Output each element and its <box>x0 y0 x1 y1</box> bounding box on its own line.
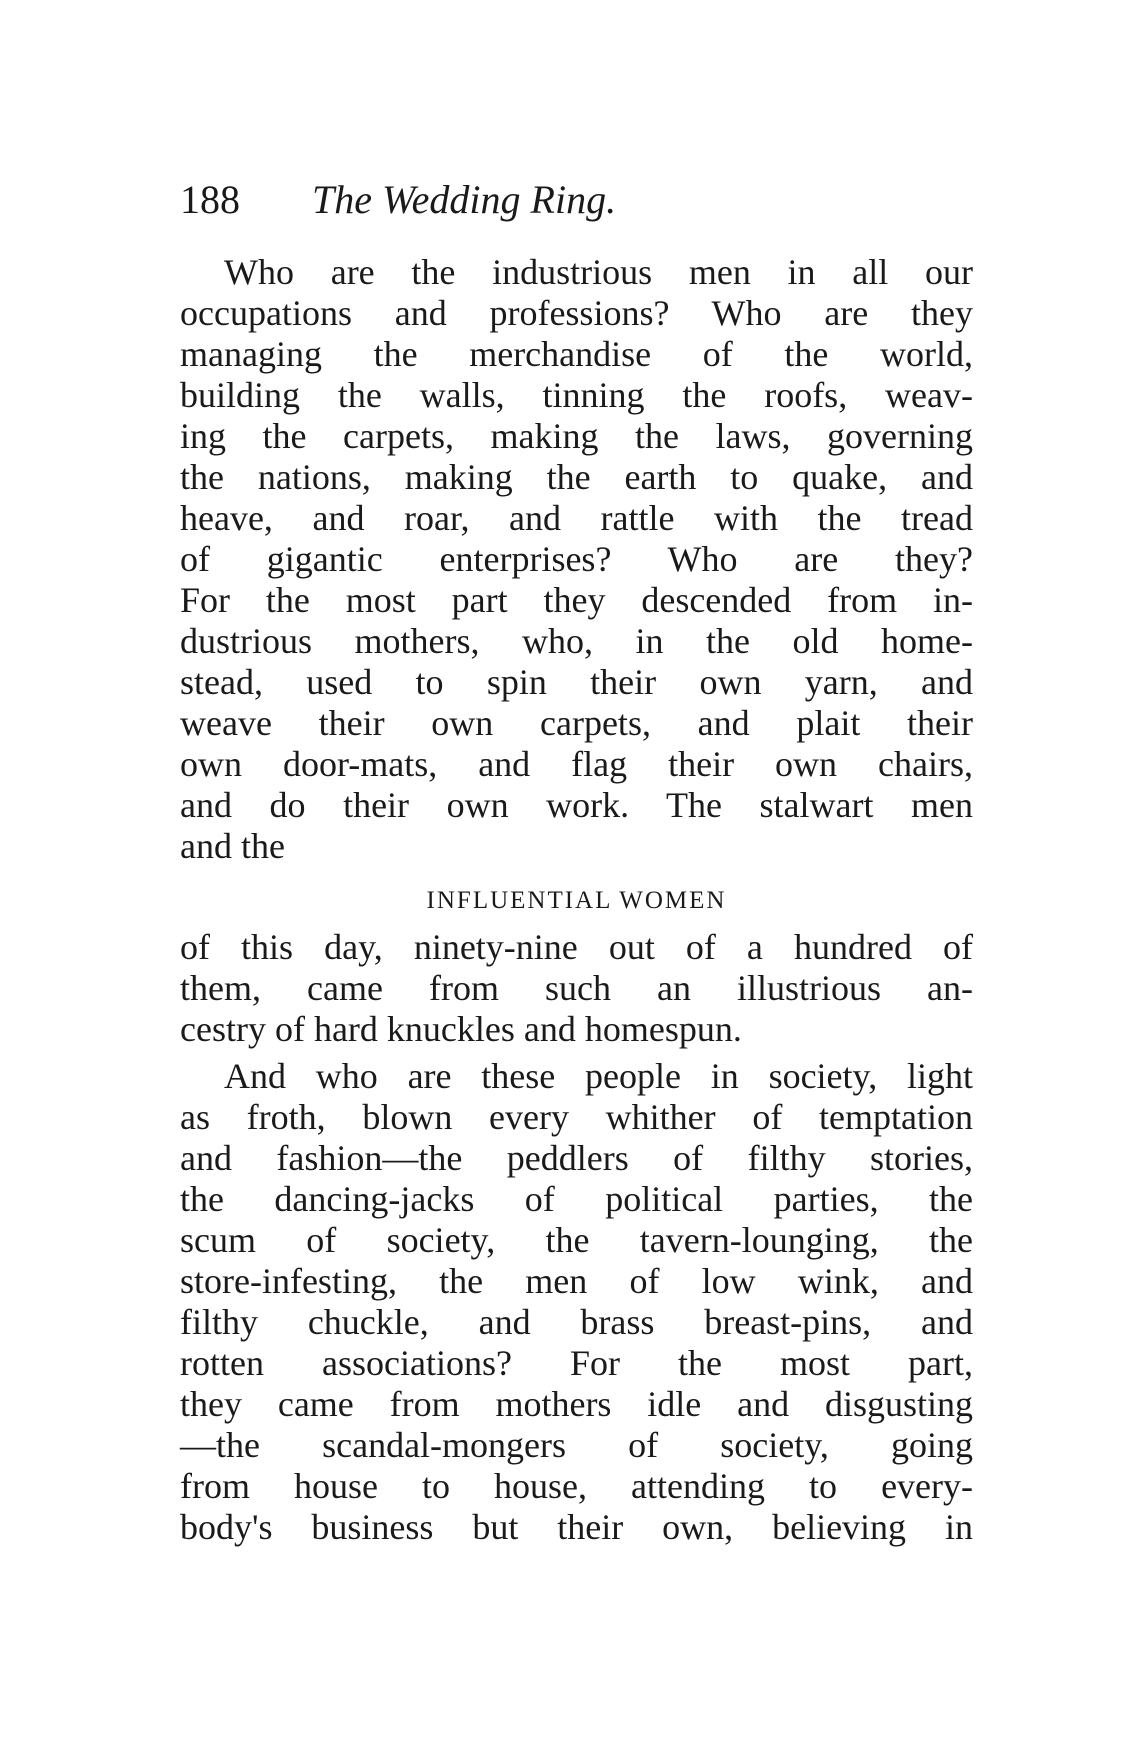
text-line: body's business but their own, believing in <box>180 1507 973 1547</box>
text-line: from house to house, attending to every- <box>180 1466 973 1506</box>
text-line: they came from mothers idle and disgusting <box>180 1384 973 1424</box>
text-line: weave their own carpets, and plait their <box>180 703 973 743</box>
text-line: cestry of hard knuckles and homespun. <box>180 1009 742 1049</box>
text-line: dustrious mothers, who, in the old home- <box>180 621 973 661</box>
text-line: store-infesting, the men of low wink, and <box>180 1261 973 1301</box>
text-line: ing the carpets, making the laws, governing <box>180 416 973 456</box>
text-line: managing the merchandise of the world, <box>180 334 973 374</box>
text-line: own door-mats, and flag their own chairs, <box>180 744 973 784</box>
page-number: 188 <box>180 177 240 222</box>
text-line: them, came from such an illustrious an- <box>180 968 973 1008</box>
body-text <box>180 252 973 1548</box>
text-line: stead, used to spin their own yarn, and <box>180 662 973 702</box>
text-line: And who are these people in society, light <box>224 1056 973 1096</box>
text-line: of this day, ninety-nine out of a hundred of <box>180 927 973 967</box>
text-line: as froth, blown every whither of temptation <box>180 1097 973 1137</box>
text-line: Who are the industrious men in all our <box>224 252 973 292</box>
text-line: and do their own work. The stalwart men <box>180 785 973 825</box>
text-line: filthy chuckle, and brass breast-pins, and <box>180 1302 973 1342</box>
text-line: the nations, making the earth to quake, and <box>180 457 973 497</box>
text-line: and the <box>180 826 285 866</box>
book-title: The Wedding Ring. <box>312 177 617 222</box>
text-line: of gigantic enterprises? Who are they? <box>180 539 973 579</box>
text-line: and fashion—the peddlers of filthy stories, <box>180 1138 973 1178</box>
text-line: heave, and roar, and rattle with the tread <box>180 498 973 538</box>
text-line: the dancing-jacks of political parties, the <box>180 1179 973 1219</box>
text-line: occupations and professions? Who are they <box>180 293 973 333</box>
text-line: building the walls, tinning the roofs, weav- <box>180 375 973 415</box>
running-head <box>180 176 616 224</box>
text-line: scum of society, the tavern-lounging, the <box>180 1220 973 1260</box>
text-line: rotten associations? For the most part, <box>180 1343 973 1383</box>
section-subheading: INFLUENTIAL WOMEN <box>426 887 727 914</box>
text-line: For the most part they descended from in- <box>180 580 973 620</box>
text-line: —the scandal-mongers of society, going <box>180 1425 973 1465</box>
